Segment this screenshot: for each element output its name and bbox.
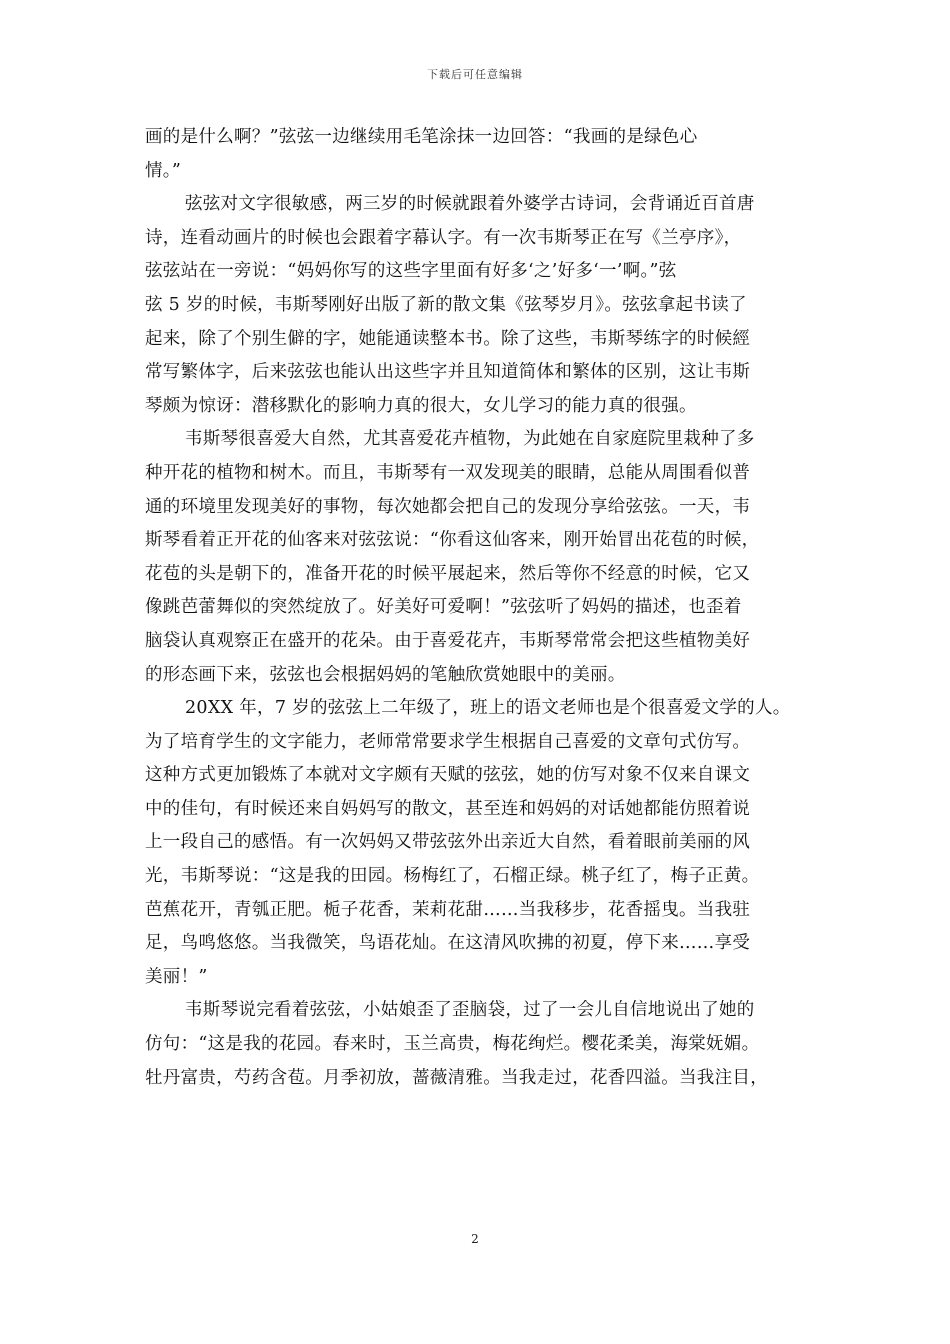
text-line: 通的环境里发现美好的事物，每次她都会把自己的发现分享给弦弦。一天，韦 — [145, 496, 751, 517]
page-number: 2 — [471, 1232, 479, 1246]
text-line: 像跳芭蕾舞似的突然绽放了。好美好可爱啊！”弦弦听了妈妈的描述，也歪着 — [145, 597, 742, 618]
text-line: 弦弦对文字很敏感，两三岁的时候就跟着外婆学古诗词，会背诵近百首唐 — [185, 194, 755, 215]
text-line: 韦斯琴很喜爱大自然，尤其喜爱花卉植物，为此她在自家庭院里栽种了多 — [185, 429, 755, 450]
text-line: 为了培育学生的文字能力，老师常常要求学生根据自己喜爱的文章句式仿写。 — [145, 731, 751, 752]
text-line: 光，韦斯琴说：“这是我的田园。杨梅红了，石榴正绿。桃子红了，梅子正黄。 — [145, 866, 760, 887]
text-line: 韦斯琴说完看着弦弦，小姑娘歪了歪脑袋，过了一会儿自信地说出了她的 — [185, 1000, 755, 1021]
text-line: 琴颇为惊讶：潜移默化的影响力真的很大，女儿学习的能力真的很强。 — [145, 395, 697, 416]
text-line: 芭蕉花开，青瓠正肥。栀子花香，茉莉花甜……当我移步，花香摇曳。当我驻 — [145, 899, 751, 920]
text-line: 弦弦站在一旁说：“妈妈你写的这些字里面有好多‘之’好多‘一’啊。”弦 — [145, 261, 677, 282]
text-line: 上一段自己的感悟。有一次妈妈又带弦弦外出亲近大自然，看着眼前美丽的风 — [145, 832, 751, 853]
body-text — [145, 121, 817, 1095]
text-line: 中的佳句，有时候还来自妈妈写的散文，甚至连和妈妈的对话她都能仿照着说 — [145, 798, 751, 819]
text-line: 种开花的植物和树木。而且，韦斯琴有一双发现美的眼睛，总能从周围看似普 — [145, 462, 751, 483]
text-line: 脑袋认真观察正在盛开的花朵。由于喜爱花卉，韦斯琴常常会把这些植物美好 — [145, 630, 751, 651]
text-line: 美丽！” — [145, 966, 208, 987]
text-line: 20XX 年，7 岁的弦弦上二年级了，班上的语文老师也是个很喜爱文学的人。 — [185, 698, 791, 719]
text-line: 的形态画下来，弦弦也会根据妈妈的笔触欣赏她眼中的美丽。 — [145, 664, 626, 685]
text-line: 弦 5 岁的时候，韦斯琴刚好出版了新的散文集《弦琴岁月》。弦弦拿起书读了 — [145, 294, 747, 315]
text-line: 足，鸟鸣悠悠。当我微笑，鸟语花灿。在这清风吹拂的初夏，停下来……享受 — [145, 933, 751, 954]
text-line: 诗，连看动画片的时候也会跟着字幕认字。有一次韦斯琴正在写《兰亭序》， — [145, 227, 742, 248]
text-line: 花苞的头是朝下的，准备开花的时候平展起来，然后等你不经意的时候，它又 — [145, 563, 751, 584]
text-line: 仿句：“这是我的花园。春来时，玉兰高贵，梅花绚烂。樱花柔美，海棠妩媚。 — [145, 1034, 760, 1055]
text-line: 起来，除了个别生僻的字，她能通读整本书。除了这些，韦斯琴练字的时候經 — [145, 328, 751, 349]
text-line: 牡丹富贵，芍药含苞。月季初放，蔷薇清雅。当我走过，花香四溢。当我注目， — [145, 1067, 768, 1088]
text-line: 这种方式更加锻炼了本就对文字颇有天赋的弦弦，她的仿写对象不仅来自课文 — [145, 765, 751, 786]
text-line: 斯琴看着正开花的仙客来对弦弦说：“你看这仙客来，刚开始冒出花苞的时候， — [145, 530, 760, 551]
text-line: 画的是什么啊？”弦弦一边继续用毛笔涂抹一边回答：“我画的是绿色心 — [145, 127, 698, 147]
text-line: 常写繁体字，后来弦弦也能认出这些字并且知道简体和繁体的区别，这让韦斯 — [145, 362, 751, 383]
text-line: 情。” — [145, 160, 182, 181]
page-header: 下载后可任意编辑 — [427, 68, 523, 81]
